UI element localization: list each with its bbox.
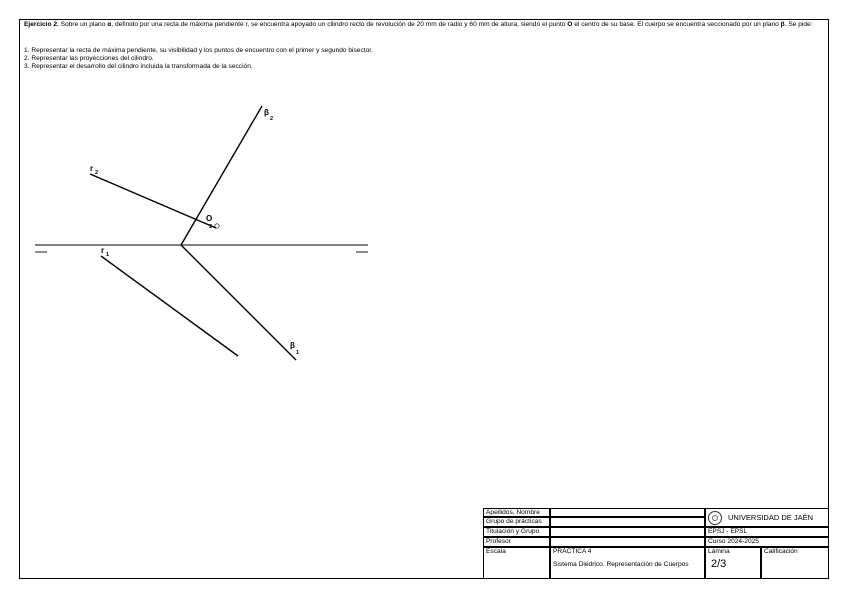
lamina-value: 2/3 <box>711 558 727 570</box>
task-item: 3. Representar el desarrollo del cilindro incluida la transformada de la sección. <box>24 63 253 70</box>
svg-text:2: 2 <box>95 170 99 176</box>
svg-text:1: 1 <box>296 350 300 356</box>
lamina-label: Lámina <box>708 548 730 555</box>
title-block <box>483 508 829 579</box>
course-label: Curso 2024-2025 <box>705 537 829 547</box>
svg-text:2: 2 <box>270 116 274 122</box>
profesor-field[interactable] <box>550 537 705 547</box>
university-seal-icon <box>708 511 722 525</box>
grupo-label: Grupo de prácticas <box>483 517 550 527</box>
calificacion-cell[interactable] <box>761 547 829 579</box>
titulacion-field[interactable] <box>550 527 705 537</box>
grupo-field[interactable] <box>550 517 705 527</box>
o2-label: O <box>206 214 213 223</box>
lamina-cell <box>705 547 761 579</box>
apellidos-field[interactable] <box>550 508 705 517</box>
svg-text:1: 1 <box>106 252 110 258</box>
profesor-label: Profesor <box>483 537 550 547</box>
beta1-label: β <box>290 341 295 350</box>
university-name: UNIVERSIDAD DE JAÉN <box>728 512 814 522</box>
svg-text:2: 2 <box>209 224 213 230</box>
r2-line <box>90 174 216 228</box>
exercise-title: Ejercicio 2. <box>24 21 59 28</box>
point-o2 <box>215 224 219 228</box>
escala-label: Escala <box>483 547 550 579</box>
beta2-trace <box>181 106 262 245</box>
r1-label: r <box>101 246 105 255</box>
titulacion-label: Titulación y Grupo <box>483 527 550 537</box>
practica-subject: Sistema Diédrico. Representación de Cuerpos <box>553 561 689 568</box>
exercise-statement: Ejercicio 2. Sobre un plano α, definido por una recta de máxima pendiente r, se encuentra apoyado un cilindro recto de revolución de 20 mm de radio y 60 mm de altura, siendo el punto O el centro de su base. El cuerpo se encuentra seccionado por un plano β. Se pide: <box>24 21 813 28</box>
beta2-label: β <box>264 108 269 117</box>
task-item: 1. Representar la recta de máxima pendiente, su visibilidad y los puntos de encuentro con el primer y segundo bisector. <box>24 47 373 54</box>
school-label: EPSJ - EPSL <box>705 527 829 537</box>
task-item: 2. Representar las proyecciones del cilindro. <box>24 55 154 62</box>
apellidos-label: Apellidos, Nombre <box>483 508 550 517</box>
beta1-trace <box>181 245 296 360</box>
university-header <box>705 508 829 527</box>
practica-cell <box>550 547 705 579</box>
calificacion-label: Calificación <box>764 548 798 555</box>
r1-line <box>101 256 238 356</box>
practica-title: PRÁCTICA 4 <box>553 548 592 555</box>
r2-label: r <box>90 164 94 173</box>
